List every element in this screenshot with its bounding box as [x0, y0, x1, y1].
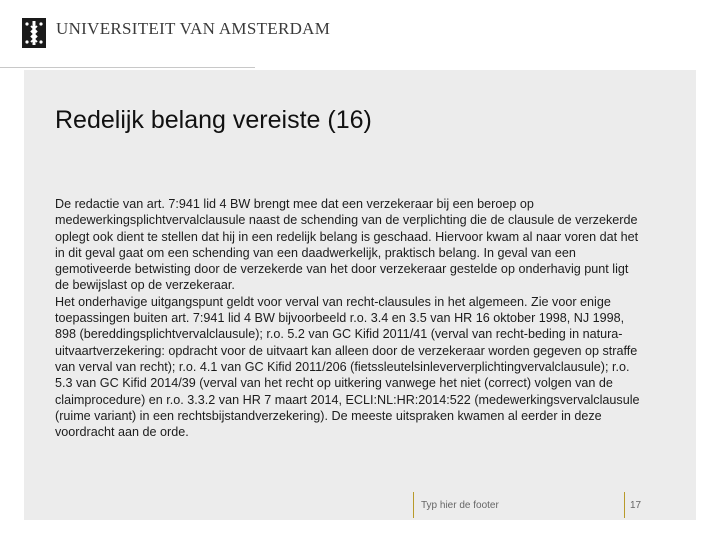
page-number: 17: [630, 500, 642, 511]
slide-title: Redelijk belang vereiste (16): [55, 106, 372, 134]
body-paragraph: Het onderhavige uitgangspunt geldt voor verval van recht-clausules in het algemeen. Zie voor enige toepassingen buiten art. 7:941 lid 4 BW bijvoorbeeld r.o. 3.4 en 3.5 van HR 16 oktober 1998, NJ 1998, 898 (bereddingsplichtvervalclausule); r.o. 5.2 van GC Kifid 2011/41 (verval van recht-beding in natura-uitvaartverzekering: opdracht voor de uitvaart kan alleen door de verzekeraar worden gegeven op straffe van verval van recht); r.o. 4.1 van GC Kifid 2011/206 (fietssleutelsinleververplichtingvervalclausule); r.o. 5.3 van GC Kifid 2014/39 (verval van het recht op uitkering vanwege het niet (correct) volgen van de claimprocedure) en r.o. 3.3.2 van HR 7 maart 2014, ECLI:NL:HR:2014:522 (medewerkingsvervalclausule (ruime variant) in een rechtsbijstandverzekering). De meeste uitspraken kwamen al eerder in deze voordracht aan de orde.: [55, 294, 640, 440]
slide-header: [0, 0, 720, 70]
university-brand-name: UNIVERSITEIT VAN AMSTERDAM: [56, 19, 331, 38]
body-paragraph: De redactie van art. 7:941 lid 4 BW brengt mee dat een verzekeraar bij een beroep op medewerkingsplichtvervalclausule naast de schending van de verplichting die de clausule de verzekerde oplegt ook dient te stellen dat hij in een redelijk belang is geschaad. Hiervoor kwam al naar voren dat het in dit geval gaat om een schending van een daadwerkelijk, praktisch belang. In geval van een gemotiveerde betwisting door de verzekerde van het door verzekeraar gestelde op onderhavig punt ligt de bewijslast op de verzekeraar.: [55, 197, 639, 293]
slide-body: [55, 196, 645, 440]
footer-text: Typ hier de footer: [421, 500, 499, 511]
uva-crest-icon: [22, 18, 46, 48]
header-divider: [0, 67, 255, 68]
footer-divider-left: [413, 492, 414, 518]
footer-divider-right: [624, 492, 625, 518]
